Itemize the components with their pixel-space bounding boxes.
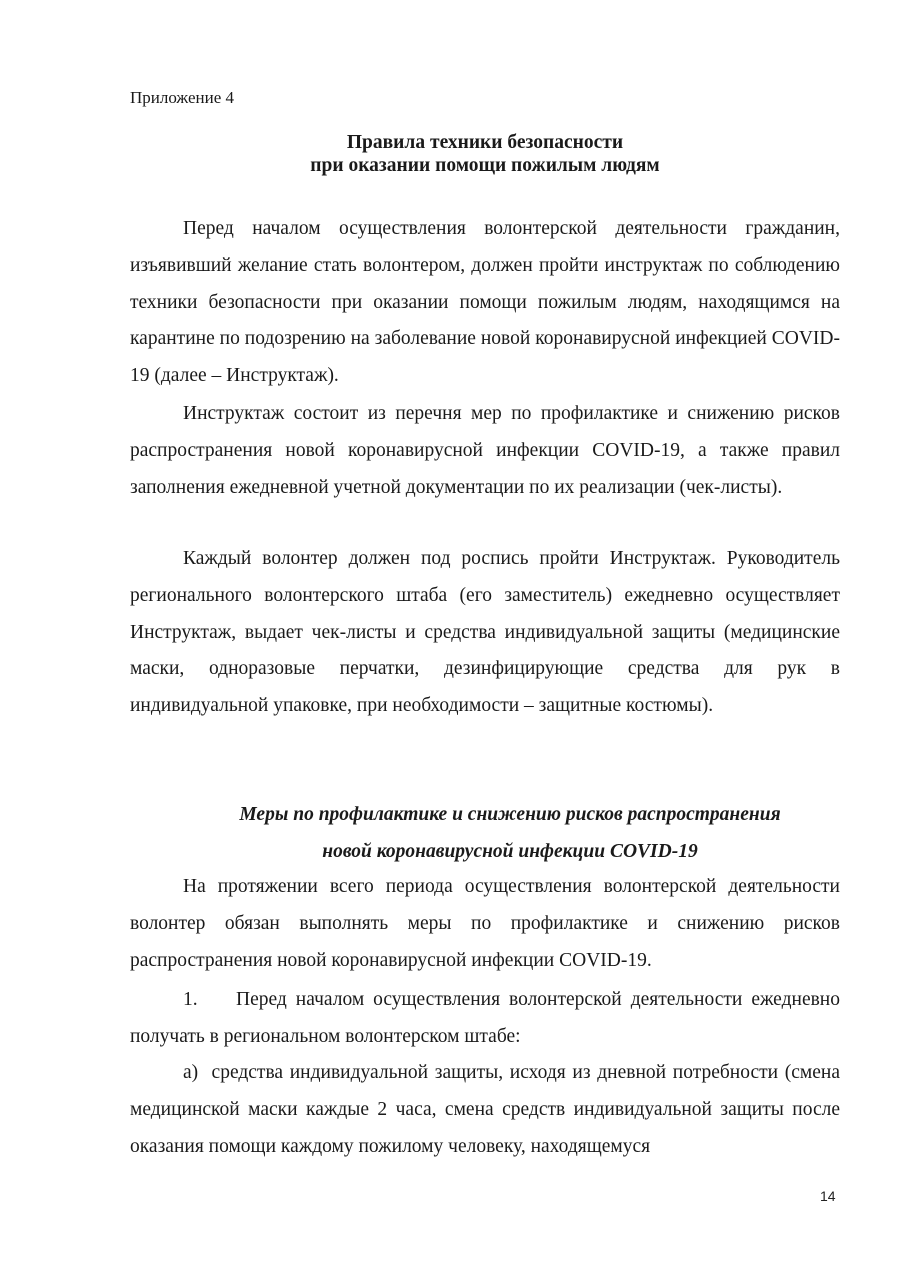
page-number: 14 [820, 1188, 836, 1204]
subheading-line-2: новой коронавирусной инфекции COVID-19 [322, 841, 698, 862]
list-item-1-text: Перед началом осуществления волонтерской деятельности ежедневно получать в региональном волонтерском штабе: [130, 989, 840, 1047]
paragraph-instruction-intro: Перед началом осуществления волонтерской деятельности гражданин, изъявивший желание стать волонтером, должен пройти инструктаж по соблюдению техники безопасности при оказании помощи пожилым людям, находящимся на карантине по подозрению на заболевание новой коронавирусной инфекцией COVID-19 (далее – Инструктаж). [130, 218, 840, 387]
appendix-label: Приложение 4 [130, 88, 234, 107]
subheading-line-1: Меры по профилактике и снижению рисков распространения [239, 804, 781, 825]
list-item-a-text: средства индивидуальной защиты, исходя из дневной потребности (смена медицинской маски каждые 2 часа, смена средств индивидуальной защиты после оказания помощи каждому пожилому человеку, находящемуся [130, 1062, 840, 1157]
list-item-1-number: 1. [183, 989, 198, 1010]
list-item-a-letter: а) [183, 1062, 199, 1083]
paragraph-measures-intro: На протяжении всего периода осуществления волонтерской деятельности волонтер обязан выполнять меры по профилактике и снижению рисков распространения новой коронавирусной инфекции COVID-19. [130, 876, 840, 971]
paragraph-instruction-content: Инструктаж состоит из перечня мер по профилактике и снижению рисков распространения новой коронавирусной инфекции COVID-19, а также правил заполнения ежедневной учетной документации по их реализации (чек-листы). [130, 403, 840, 498]
paragraph-instruction-signature: Каждый волонтер должен под роспись пройти Инструктаж. Руководитель регионального волонтерского штаба (его заместитель) ежедневно осуществляет Инструктаж, выдает чек-листы и средства индивидуальной защиты (медицинские маски, одноразовые перчатки, дезинфицирующие средства для рук в индивидуальной упаковке, при необходимости – защитные костюмы). [130, 548, 840, 717]
list-item-1 [130, 982, 840, 1056]
list-item-a [130, 1055, 840, 1165]
title-line-1: Правила техники безопасности [346, 132, 624, 153]
title-line-2: при оказании помощи пожилым людям [310, 155, 660, 176]
